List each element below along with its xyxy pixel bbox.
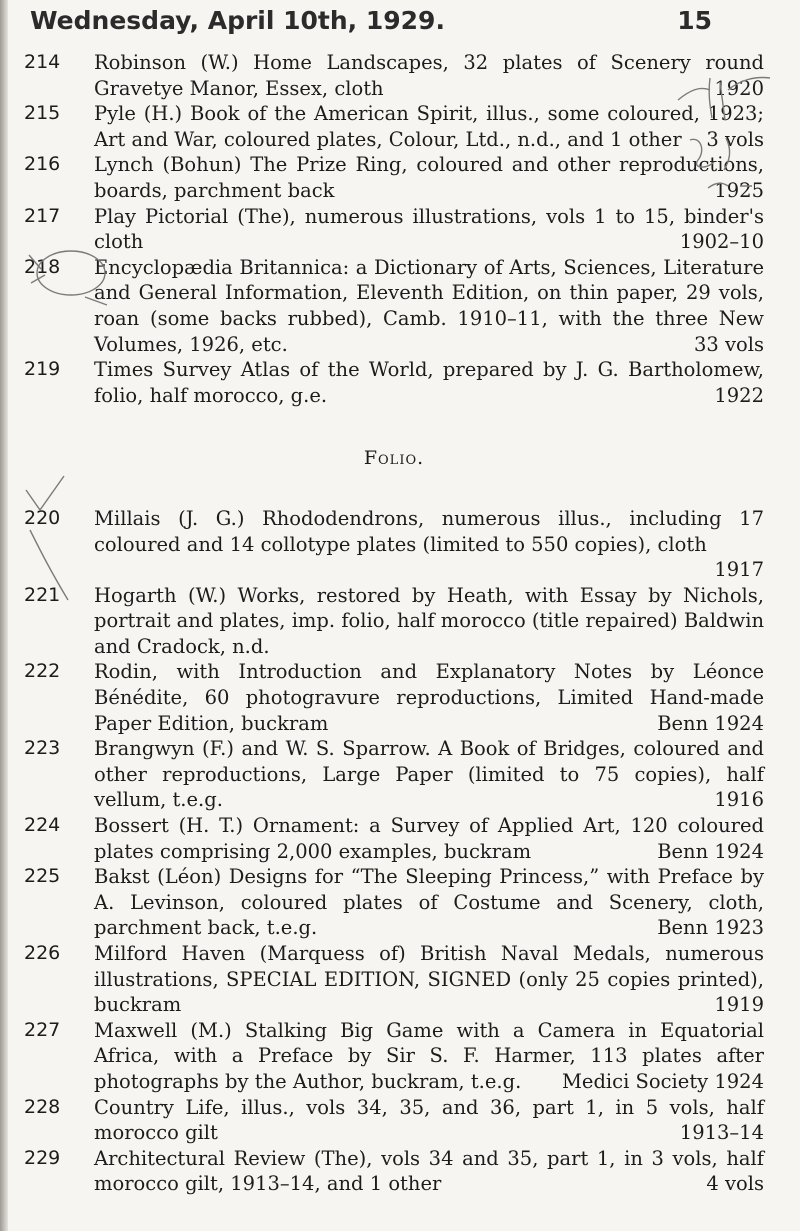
lot-description <box>94 864 764 941</box>
lots-list-folio <box>24 506 764 1197</box>
lot-description <box>94 1095 764 1146</box>
lot-date: 33 vols <box>693 332 764 356</box>
lot-number: 224 <box>24 814 61 837</box>
lot-number: 216 <box>24 153 61 176</box>
lot-date: 1913–14 <box>679 1121 764 1145</box>
lot-number: 227 <box>24 1018 61 1041</box>
lot-number: 223 <box>24 737 61 760</box>
lot-entry <box>24 101 764 152</box>
catalogue-lots <box>24 50 764 1197</box>
lot-entry <box>24 659 764 736</box>
lot-body: Maxwell (M.) Stalking Big Game with a Camera in Equatorial Africa, with a Preface by Sir S. F. Harmer, 113 plates after photographs by the Author, buckram, t.e.g. <box>94 1018 764 1093</box>
lot-date: 3 vols <box>706 127 764 151</box>
page-number: 15 <box>677 6 712 35</box>
pencil-annotation-marks <box>670 60 780 210</box>
section-heading-folio: Folio. <box>363 447 425 470</box>
lot-body: Pyle (H.) Book of the American Spirit, illus., some coloured, 1923; Art and War, coloured plates, Colour, Ltd., n.d., and 1 other <box>94 102 764 151</box>
pencil-circle-annotation <box>25 235 115 310</box>
lot-number: 214 <box>24 51 61 73</box>
lot-body: Rodin, with Introduction and Explanatory Notes by Léonce Bénédite, 60 photogravure reproductions, Limited Hand-made Paper Edition, buckram <box>94 660 764 735</box>
lot-entry <box>24 864 764 941</box>
lot-body: Lynch (Bohun) The Prize Ring, coloured and other reproductions, boards, parchment back <box>94 153 764 202</box>
lot-description <box>94 1018 764 1095</box>
lots-list-octavo <box>24 50 764 408</box>
lot-description <box>94 255 764 357</box>
lot-number: 222 <box>24 660 61 683</box>
lot-date: Medici Society 1924 <box>561 1069 764 1093</box>
lot-entry <box>24 736 764 813</box>
lot-entry <box>24 357 764 408</box>
lot-entry <box>24 1095 764 1146</box>
lot-description <box>94 583 764 660</box>
lot-date: Benn 1923 <box>657 916 764 940</box>
lot-entry <box>24 1018 764 1095</box>
lot-description <box>94 736 764 813</box>
lot-number: 220 <box>24 506 61 529</box>
sale-date: Wednesday, April 10th, 1929. <box>30 6 445 35</box>
page-header <box>30 6 750 35</box>
lot-date: 1917 <box>714 558 764 582</box>
lot-entry <box>24 1146 764 1197</box>
pencil-check-mark <box>20 470 90 610</box>
page-edge <box>0 0 8 1231</box>
lot-entry <box>24 50 764 101</box>
lot-description <box>94 941 764 1018</box>
lot-entry <box>24 204 764 255</box>
lot-description <box>94 50 764 101</box>
lot-body: Bossert (H. T.) Ornament: a Survey of Applied Art, 120 coloured plates comprising 2,000 examples, buckram <box>94 814 764 863</box>
lot-entry <box>24 255 764 357</box>
lot-date: Benn 1924 <box>657 711 764 735</box>
lot-entry <box>24 152 764 203</box>
lot-description <box>94 357 764 408</box>
lot-date: 1902–10 <box>679 230 764 254</box>
lot-body: Country Life, illus., vols 34, 35, and 36, part 1, in 5 vols, half morocco gilt <box>94 1095 764 1145</box>
lot-number: 225 <box>24 865 61 888</box>
lot-entry <box>24 941 764 1018</box>
lot-number: 218 <box>24 255 61 278</box>
lot-number: 217 <box>24 204 61 227</box>
lot-body: Milford Haven (Marquess of) British Naval Medals, numerous illustrations, SPECIAL EDITION, SIGNED (only 25 copies printed), buckram <box>94 942 764 1017</box>
lot-number: 229 <box>24 1146 61 1169</box>
lot-description <box>94 506 764 583</box>
lot-body: Times Survey Atlas of the World, prepared by J. G. Bartholomew, folio, half morocco, g.e. <box>94 358 764 407</box>
lot-date: Benn 1924 <box>657 839 764 863</box>
lot-description <box>94 1146 764 1197</box>
lot-date: 1920 <box>714 76 764 100</box>
lot-body: Hogarth (W.) Works, restored by Heath, with Essay by Nichols, portrait and plates, imp. folio, half morocco (title repaired) Baldwin and Cradock, n.d. <box>94 583 764 658</box>
lot-description <box>94 152 764 203</box>
lot-body: Encyclopædia Britannica: a Dictionary of Arts, Sciences, Literature and General Information, Eleventh Edition, on thin paper, 29 vols, roan (some backs rubbed), Camb. 1910–11, with the three New Volumes, 1926, etc. <box>94 255 764 356</box>
lot-number: 228 <box>24 1095 61 1118</box>
lot-date: 1925 <box>714 178 764 202</box>
lot-description <box>94 101 764 152</box>
lot-description <box>94 659 764 736</box>
lot-entry <box>24 583 764 660</box>
lot-number: 219 <box>24 358 61 381</box>
lot-date: 1919 <box>714 993 764 1017</box>
lot-body: Robinson (W.) Home Landscapes, 32 plates of Scenery round Gravetye Manor, Essex, cloth <box>94 51 764 100</box>
lot-date: 1916 <box>714 788 764 812</box>
lot-entry <box>24 506 764 583</box>
lot-number: 226 <box>24 942 61 964</box>
lot-body: Millais (J. G.) Rhododendrons, numerous illus., including 17 coloured and 14 collotype plates (limited to 550 copies), cloth <box>94 506 764 556</box>
lot-date: 1922 <box>714 383 764 407</box>
lot-description <box>94 813 764 864</box>
lot-body: Bakst (Léon) Designs for “The Sleeping Princess,” with Preface by A. Levinson, coloured plates of Costume and Scenery, cloth, parchment back, t.e.g. <box>94 865 764 940</box>
lot-body: Play Pictorial (The), numerous illustrations, vols 1 to 15, binder's cloth <box>94 204 764 254</box>
lot-date: 4 vols <box>706 1172 764 1196</box>
lot-entry <box>24 813 764 864</box>
lot-body: Brangwyn (F.) and W. S. Sparrow. A Book of Bridges, coloured and other reproductions, Large Paper (limited to 75 copies), half vellum, t.e.g. <box>94 737 764 812</box>
lot-description <box>94 204 764 255</box>
lot-number: 221 <box>24 583 61 606</box>
lot-number: 215 <box>24 102 61 125</box>
lot-body: Architectural Review (The), vols 34 and 35, part 1, in 3 vols, half morocco gilt, 1913–14, and 1 other <box>94 1146 764 1196</box>
